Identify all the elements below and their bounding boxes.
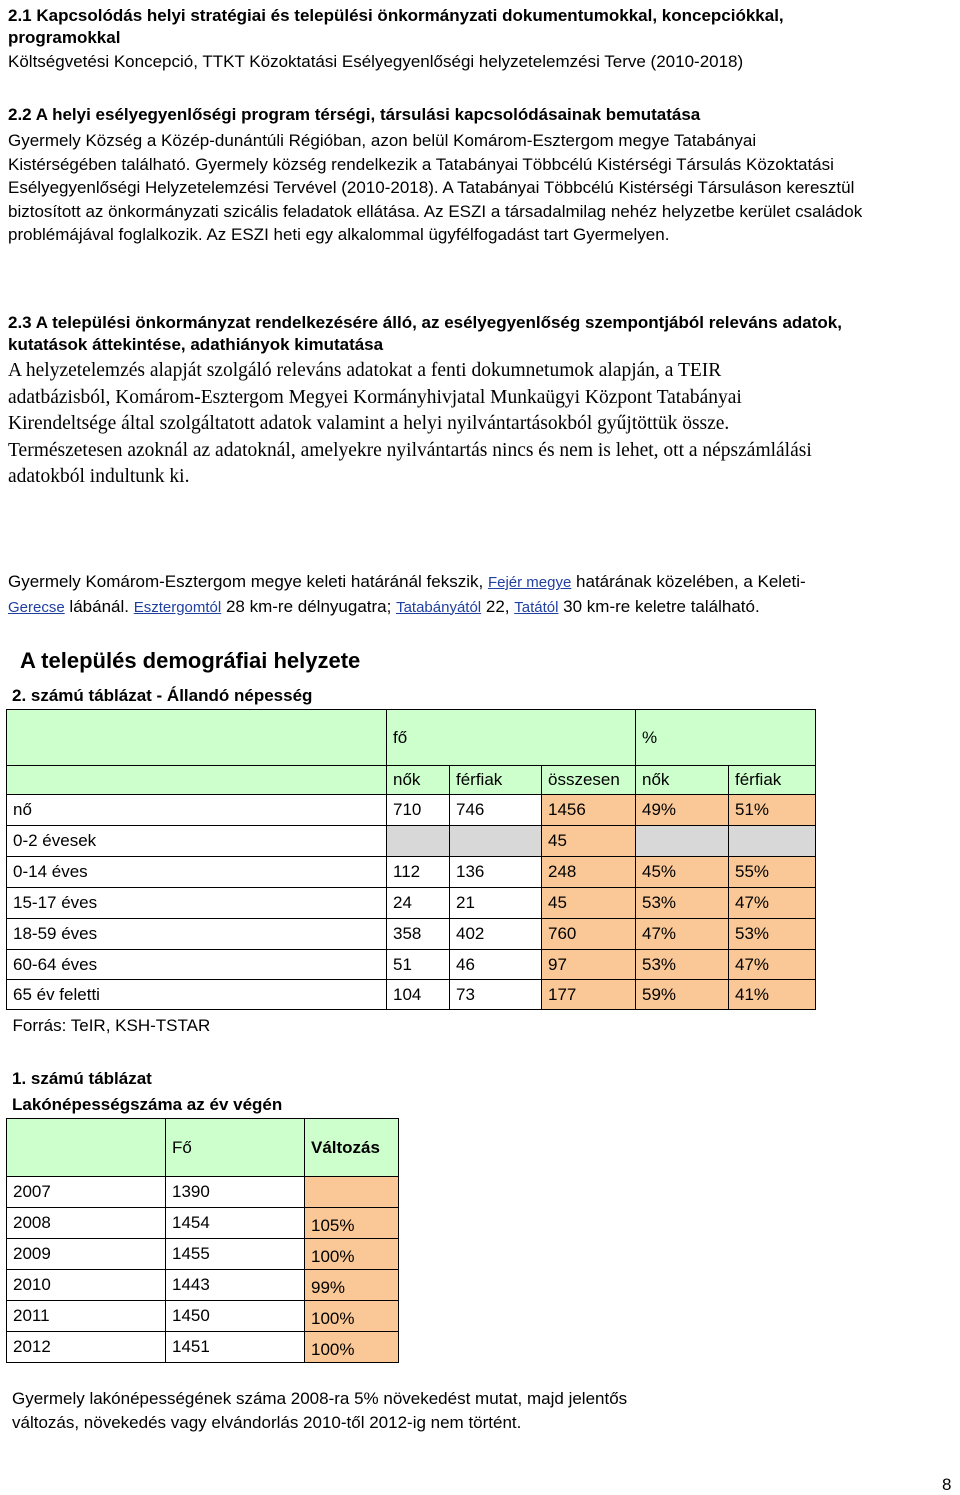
table2-caption: 2. számú táblázat - Állandó népesség [12,686,313,705]
section-2-2-heading: 2.2 A helyi esélyegyenlőségi program térségi, társulási kapcsolódásainak bemutatása [8,105,701,124]
paragraph-line: adatokból indultunk ki. [8,466,190,487]
section-2-2-body [8,129,862,247]
paragraph-line: Esélyegyenlőségi Helyzetelemzési Tervével (2010-2018). A Tatabányai Többcélú Kistérségi Társuláson keresztül [8,178,855,197]
table-row: 2007 1390 [7,1177,399,1208]
section-2-1-heading [8,5,784,49]
header-fo: fő [387,710,636,766]
subheader-nok-pct: nők [636,766,729,795]
demography-title: A település demográfiai helyzete [20,648,361,673]
section-2-3-heading [8,312,842,356]
heading-line: programokkal [8,28,121,47]
paragraph-line: biztosított az önkormányzati szicális feladatok ellátása. Az ESZI a társadalmilag nehéz helyzetbe kerület családok [8,201,863,221]
table-row: 65 év feletti 104 73 177 59% 41% [7,980,816,1010]
empty-subheader-cell [7,766,387,795]
heading-line: kutatások áttekintése, adathiányok kimutatása [8,335,384,354]
table-source: Forrás: TeIR, KSH-TSTAR [7,1010,816,1042]
paragraph-line: A helyzetelemzés alapját szolgáló releváns adatokat a fenti dokumnetumok alapján, a TEIR [8,360,722,381]
paragraph-line: Gyermely Község a Közép-dunántúli Régióban, azon belül Komárom-Esztergom megye Tatabányai [8,131,757,150]
paragraph-line: Gyermely lakónépességének száma 2008-ra 5% növekedést mutat, majd jelentős [12,1389,628,1408]
table-row: 2010 1443 99% [7,1270,399,1301]
location-paragraph: Gyermely Komárom-Esztergom megye keleti határánál fekszik, Fejér megye határának közelében, a Keleti- Gerecse lábánál. Esztergomtól 28 km-re délnyugatra; Tatabányától 22, Tatától 30 km-re keletre található. [8,572,806,616]
link-fejer-megye[interactable]: Fejér megye [487,574,572,591]
table-row: 2012 1451 100% [7,1332,399,1363]
population-table [6,709,816,1042]
table-row: 2011 1450 100% [7,1301,399,1332]
table-row: nő 710 746 1456 49% 51% [7,795,816,826]
link-tata[interactable]: Tatától [514,598,559,616]
summary-paragraph [12,1387,627,1434]
empty-header-cell [7,710,387,766]
subheader-nok: nők [387,766,450,795]
caption-line: Lakónépességszáma az év végén [12,1095,283,1114]
link-gerecse[interactable]: Gerecse [8,598,65,616]
table-row: 60-64 éves 51 46 97 53% 47% [7,950,816,980]
section-2-3-body [8,358,812,491]
paragraph-line: Kirendeltsége által szolgáltatott adatok valamint a helyi nyilvántartásokból gyűjtöttük össze. [8,413,730,434]
subheader-osszesen: összesen [542,766,636,795]
header-change: Változás [305,1119,399,1177]
header-percent: % [636,710,816,766]
table-row: 0-14 éves 112 136 248 45% 55% [7,857,816,888]
paragraph-line: adatbázisból, Komárom-Esztergom Megyei Kormányhivjatal Munkaügyi Központ Tatabányai [8,386,742,408]
page-number: 8 [942,1475,952,1494]
table-row: 18-59 éves 358 402 760 47% 53% [7,919,816,950]
subheader-ferfiak: férfiak [450,766,542,795]
table1-caption [12,1068,282,1116]
heading-line: 2.1 Kapcsolódás helyi stratégiai és települési önkormányzati dokumentumokkal, koncepciókkal, [8,6,784,25]
paragraph-line: Természetesen azoknál az adatoknál, amelyekre nyilvántartás nincs és nem is lehet, ott a népszámlálási [8,439,812,461]
subheader-ferfiak-pct: férfiak [729,766,816,795]
table-row: 2009 1455 100% [7,1239,399,1270]
empty-header-cell [7,1119,166,1177]
population-by-year-table [6,1118,399,1363]
caption-line: 1. számú táblázat [12,1069,152,1088]
table-row: 2008 1454 105% [7,1208,399,1239]
paragraph-line: változás, növekedés vagy elvándorlás 2010-től 2012-ig nem történt. [12,1412,522,1432]
table-row: 15-17 éves 24 21 45 53% 47% [7,888,816,919]
section-2-1-text: Költségvetési Koncepció, TTKT Közoktatási Esélyegyenlőségi helyzetelemzési Terve (2010-2018) [8,52,744,71]
heading-line: 2.3 A települési önkormányzat rendelkezésére álló, az esélyegyenlőség szempontjából releváns adatok, [8,313,842,332]
paragraph-line: Kistérségében található. Gyermely község rendelkezik a Tatabányai Többcélú Kistérségi Társulás Közoktatási [8,154,834,174]
header-fo: Fő [166,1119,305,1177]
link-esztergom[interactable]: Esztergomtól [133,598,222,616]
table-row: 0-2 évesek 45 [7,826,816,857]
link-tatabanya[interactable]: Tatabányától [396,598,482,616]
paragraph-line: problémájával foglalkozik. Az ESZI heti egy alkalommal ügyfélfogadást tart Gyermelyen. [8,225,670,244]
